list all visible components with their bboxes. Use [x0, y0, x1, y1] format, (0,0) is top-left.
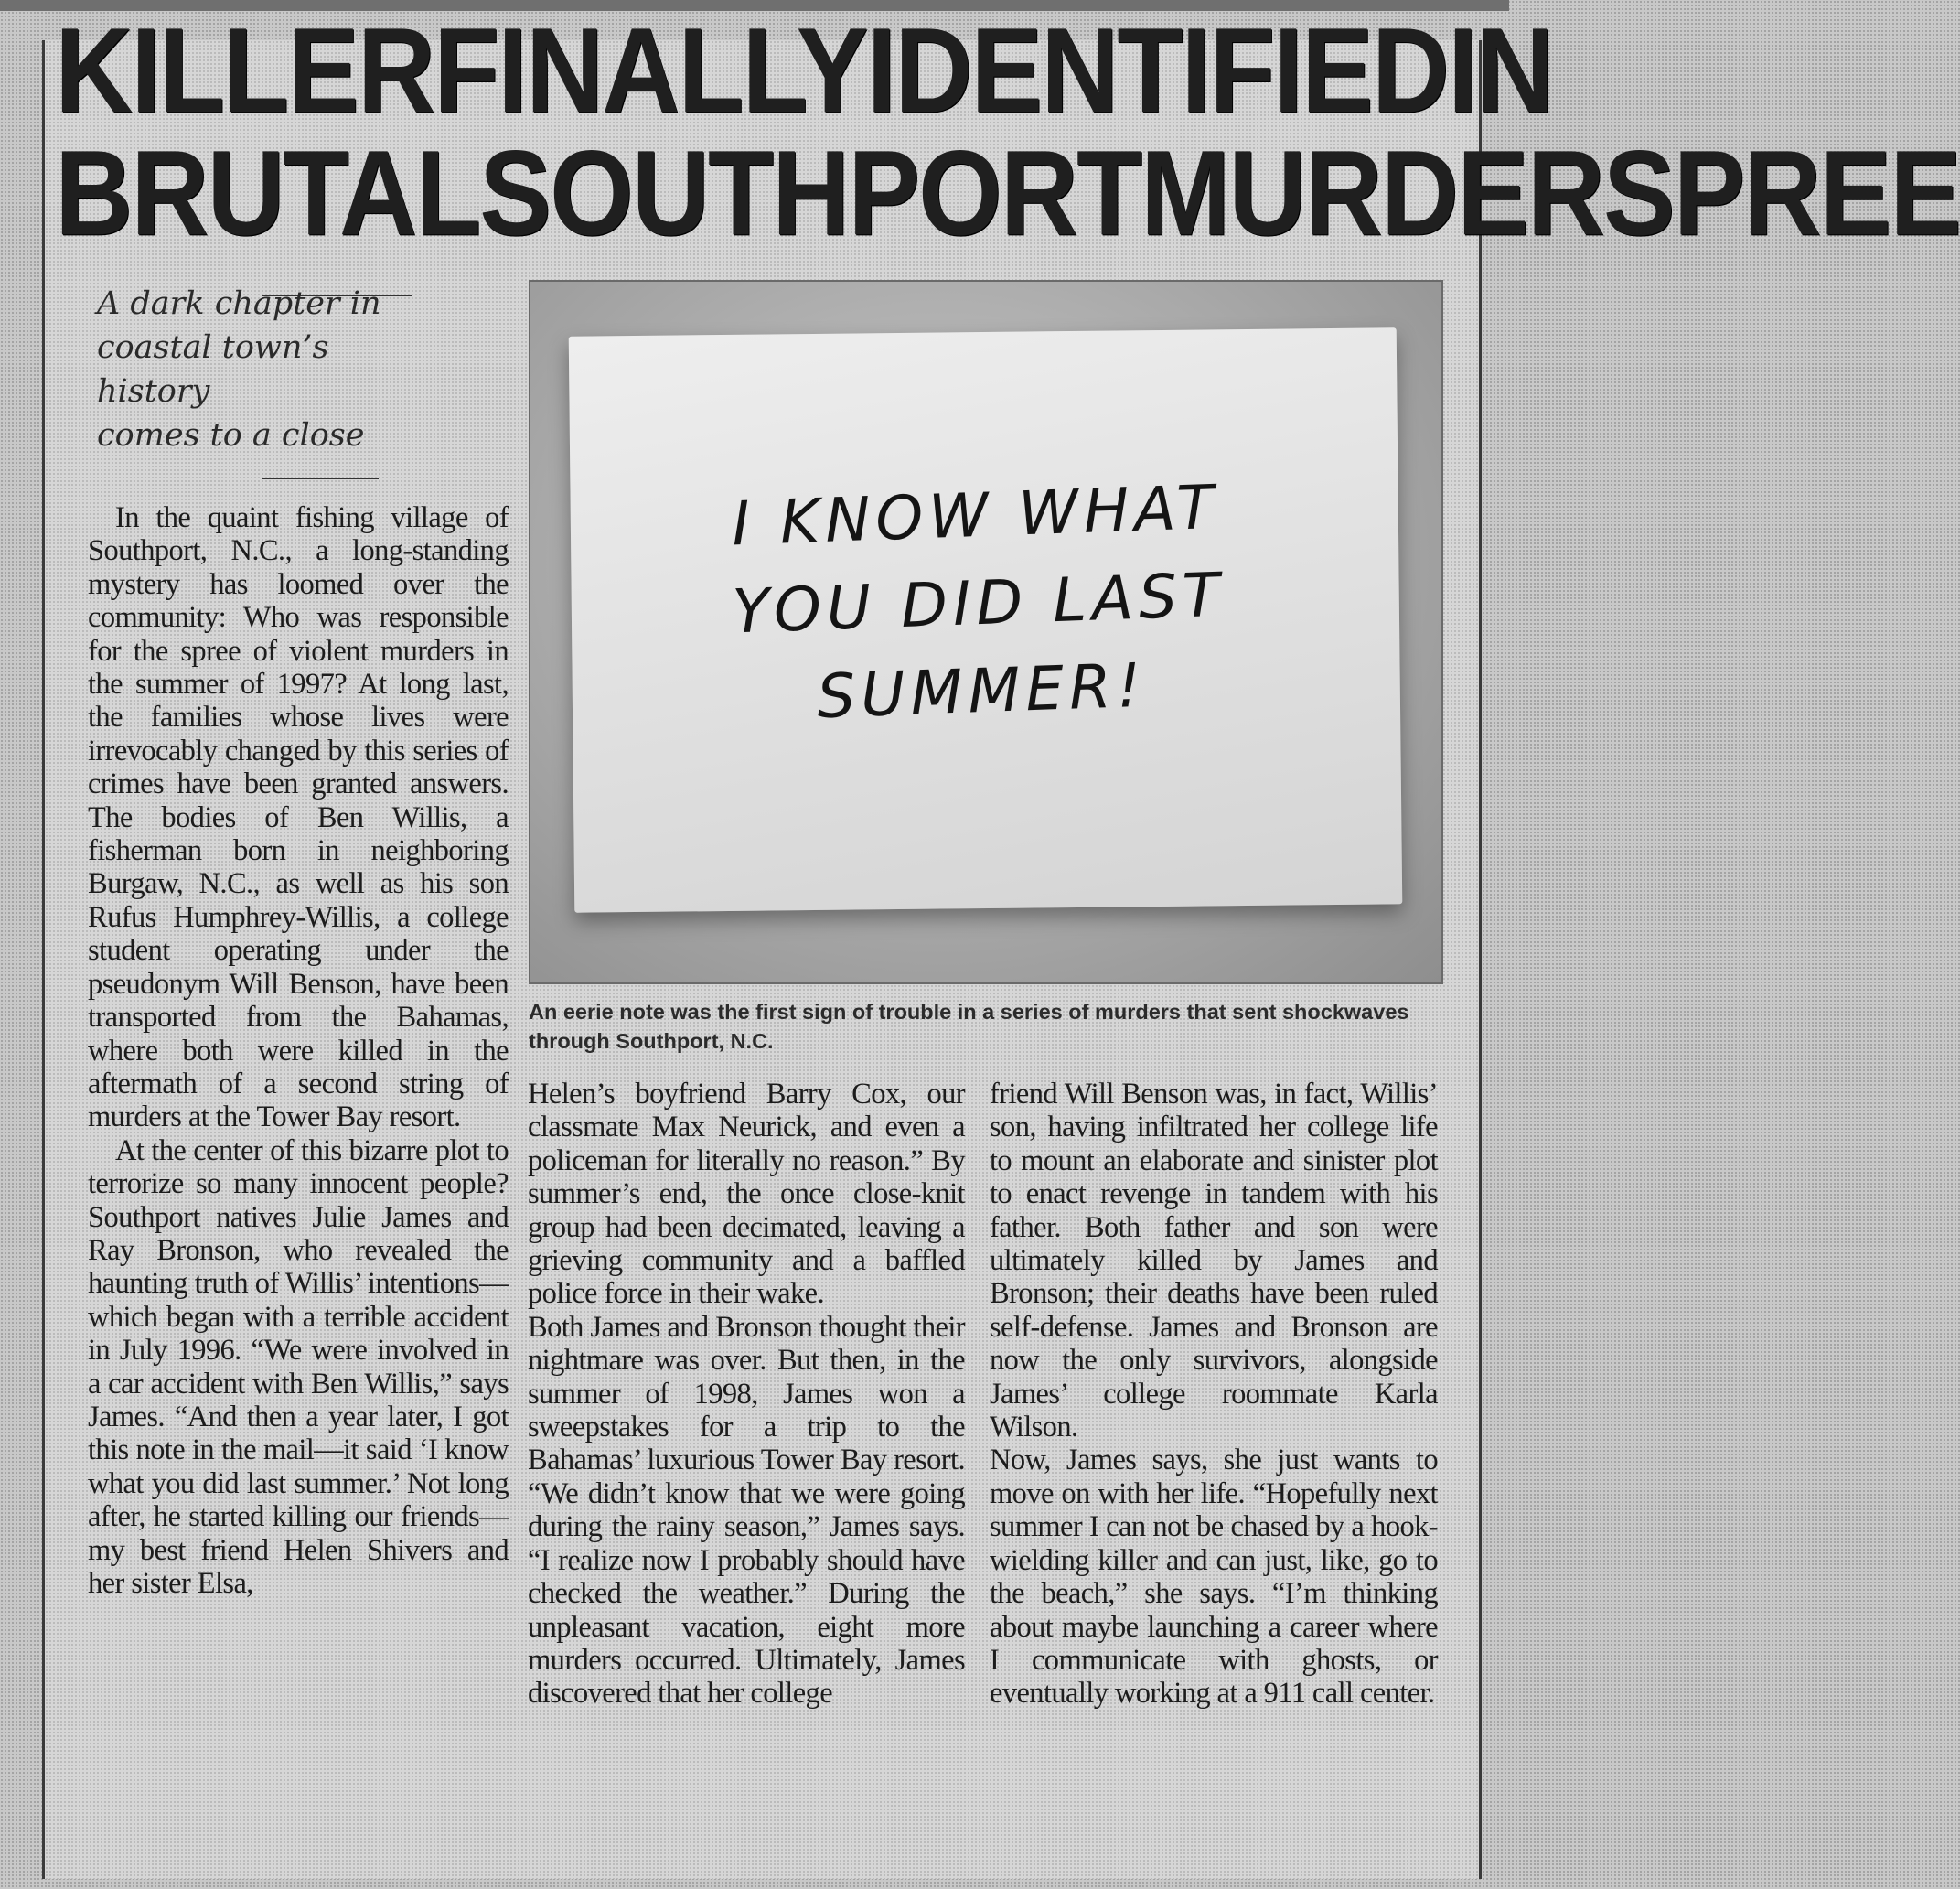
article-paragraph: Helen’s boyfriend Barry Cox, our classmate Max Neurick, and even a policeman for literally no reason.” By summer’s end, the once close-knit group had been decimated, leaving a grieving community and a baffled police force in their wake.: [528, 1078, 965, 1311]
article-paragraph: friend Will Benson was, in fact, Willis’ son, having infiltrated her college life to mount an elaborate and sinister plot to enact revenge in tandem with his father. Both father and son were ultimately killed by James and Bronson; their deaths have been ruled self-defense. James and Bronson are now the only survivors, alongside James’ college roommate Karla Wilson.: [990, 1078, 1438, 1444]
headline-word: IN: [1448, 3, 1552, 139]
article-paragraph: Now, James says, she just wants to move on with her life. “Hopefully next summer I can not be chased by a hook-wielding killer and can just, like, go to the beach,” she says. “I’m thinking about maybe launching a career where I communicate with ghosts, or eventually working at a 911 call center.: [990, 1444, 1438, 1711]
note-handwriting: [681, 462, 1276, 746]
note-line: YOU DID LAST: [731, 559, 1226, 648]
photo: [529, 280, 1443, 984]
photo-caption: An eerie note was the first sign of trouble in a series of murders that sent shockwaves through Southport, N.C.: [529, 1000, 1409, 1053]
headline-word: SPREE: [1602, 125, 1960, 262]
headline-word: SOUTHPORT: [479, 125, 1141, 262]
article-paragraph: In the quaint fishing village of Southport, N.C., a long-standing mystery has loomed over the community: Who was responsible for the spree of violent murders in the summer of 1997? At long last, the families whose lives were irrevocably changed by this series of crimes have been granted answers. The bodies of Ben Willis, a fisherman born in neighboring Burgaw, N.C., as well as his son Rufus Humphrey-Willis, a college student operating under the pseudonym Will Benson, have been transported from the Bahamas, where both were killed in the aftermath of a second string of murders at the Tower Bay resort.: [88, 501, 509, 1134]
headline: [55, 3, 1960, 262]
deck-line: A dark chapter in: [97, 285, 381, 322]
headline-word: MURDER: [1141, 125, 1603, 262]
headline-line-2: [55, 125, 1960, 262]
headline-word: KILLER: [55, 3, 434, 139]
deck-line: coastal town’s history: [97, 329, 329, 410]
deck-line: comes to a close: [97, 417, 365, 454]
note-line: SUMMER!: [816, 649, 1148, 733]
headline-word: BRUTAL: [55, 125, 480, 262]
headline-word: IDENTIFIED: [866, 3, 1448, 139]
article-column-1: [88, 501, 509, 1600]
article-column-3: [990, 1078, 1438, 1711]
note-line: I KNOW WHAT: [731, 471, 1221, 560]
deck-rule-bottom: [262, 478, 379, 479]
article-paragraph: At the center of this bizarre plot to terrorize so many innocent people? Southport natives Julie James and Ray Bronson, who revealed the haunting truth of Willis’ intentions—which began with a terrible accident in July 1996. “We were involved in a car accident with Ben Willis,” says James. “And then a year later, I got this note in the mail—it said ‘I know what you did last summer.’ Not long after, he started killing our friends—my best friend Helen Shivers and her sister Elsa,: [88, 1133, 509, 1600]
deck-subheadline: [97, 282, 399, 457]
headline-word: FINALLY: [434, 3, 867, 139]
article-column-2: [528, 1078, 965, 1711]
article-paragraph: Both James and Bronson thought their nightmare was over. But then, in the summer of 1998, James won a sweepstakes for a trip to the Bahamas’ luxurious Tower Bay resort. “We didn’t know that we were going during the rainy season,” James says. “I realize now I probably should have checked the weather.” During the unpleasant vacation, eight more murders occurred. Ultimately, James discovered that her college: [528, 1310, 965, 1711]
headline-line-1: [55, 3, 1552, 139]
